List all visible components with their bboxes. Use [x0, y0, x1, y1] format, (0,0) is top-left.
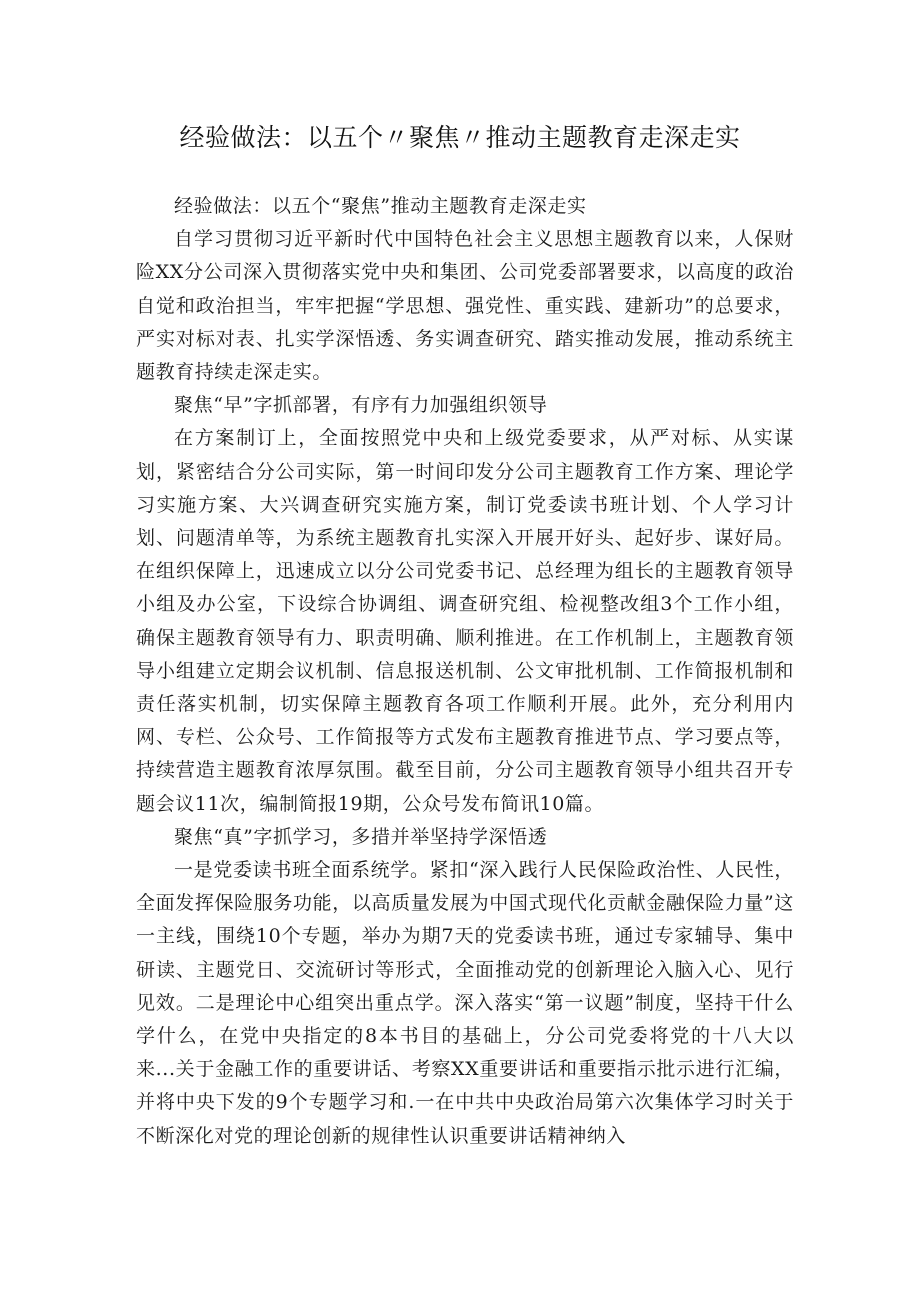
subtitle-paragraph: 经验做法：以五个“聚焦”推动主题教育走深走实 — [174, 195, 587, 217]
section-body-early: 在方案制订上，全面按照党中央和上级党委要求，从严对标、从实谋划，紧密结合分公司实际，第一时间印发分公司主题教育工作方案、理论学习实施方案、大兴调查研究实施方案，制订党委读书班计划、个人学习计划、问题清单等，为系统主题教育扎实深入开展开好头、起好步、谋好局。在组织保障上，迅速成立以分公司党委书记、总经理为组长的主题教育领导小组及办公室，下设综合协调组、调查研究组、检视整改组3个工作小组，确保主题教育领导有力、职责明确、顺利推进。在工作机制上，主题教育领导小组建立定期会议机制、信息报送机制、公文审批机制、工作简报机制和责任落实机制，切实保障主题教育各项工作顺利开展。此外，充分利用内网、专栏、公众号、工作简报等方式发布主题教育推进节点、学习要点等，持续营造主题教育浓厚氛围。截至目前，分公司主题教育领导小组共召开专题会议11次，编制简报19期，公众号发布简讯10篇。 — [136, 427, 794, 815]
section-body-true: 一是党委读书班全面系统学。紧扣“深入践行人民保险政治性、人民性，全面发挥保险服务功能，以高质量发展为中国式现代化贡献金融保险力量”这一主线，围绕10个专题，举办为期7天的党委读书班，通过专家辅导、集中研读、主题党日、交流研讨等形式，全面推动党的创新理论入脑入心、见行见效。二是理论中心组突出重点学。深入落实“第一议题”制度，坚持干什么学什么，在党中央指定的8本书目的基础上，分公司党委将党的十八大以来...关于金融工作的重要讲话、考察XX重要讲话和重要指示批示进行汇编，并将中央下发的9个专题学习和.一在中共中央政治局第六次集体学习时关于不断深化对党的理论创新的规律性认识重要讲话精神纳入 — [136, 859, 794, 1147]
intro-paragraph: 自学习贯彻习近平新时代中国特色社会主义思想主题教育以来，人保财险XX分公司深入贯彻落实党中央和集团、公司党委部署要求，以高度的政治自觉和政治担当，牢牢把握“学思想、强党性、重实践、建新功”的总要求，严实对标对表、扎实学深悟透、务实调查研究、踏实推动发展，推动系统主题教育持续走深走实。 — [136, 228, 794, 384]
section-heading-true: 聚焦“真”字抓学习，多措并举坚持学深悟透 — [174, 825, 548, 848]
section-heading-early: 聚焦“早”字抓部署，有序有力加强组织领导 — [174, 394, 548, 417]
document-title: 经验做法：以五个〃聚焦〃推动主题教育走深走实 — [179, 123, 741, 152]
document-body — [136, 190, 794, 1153]
